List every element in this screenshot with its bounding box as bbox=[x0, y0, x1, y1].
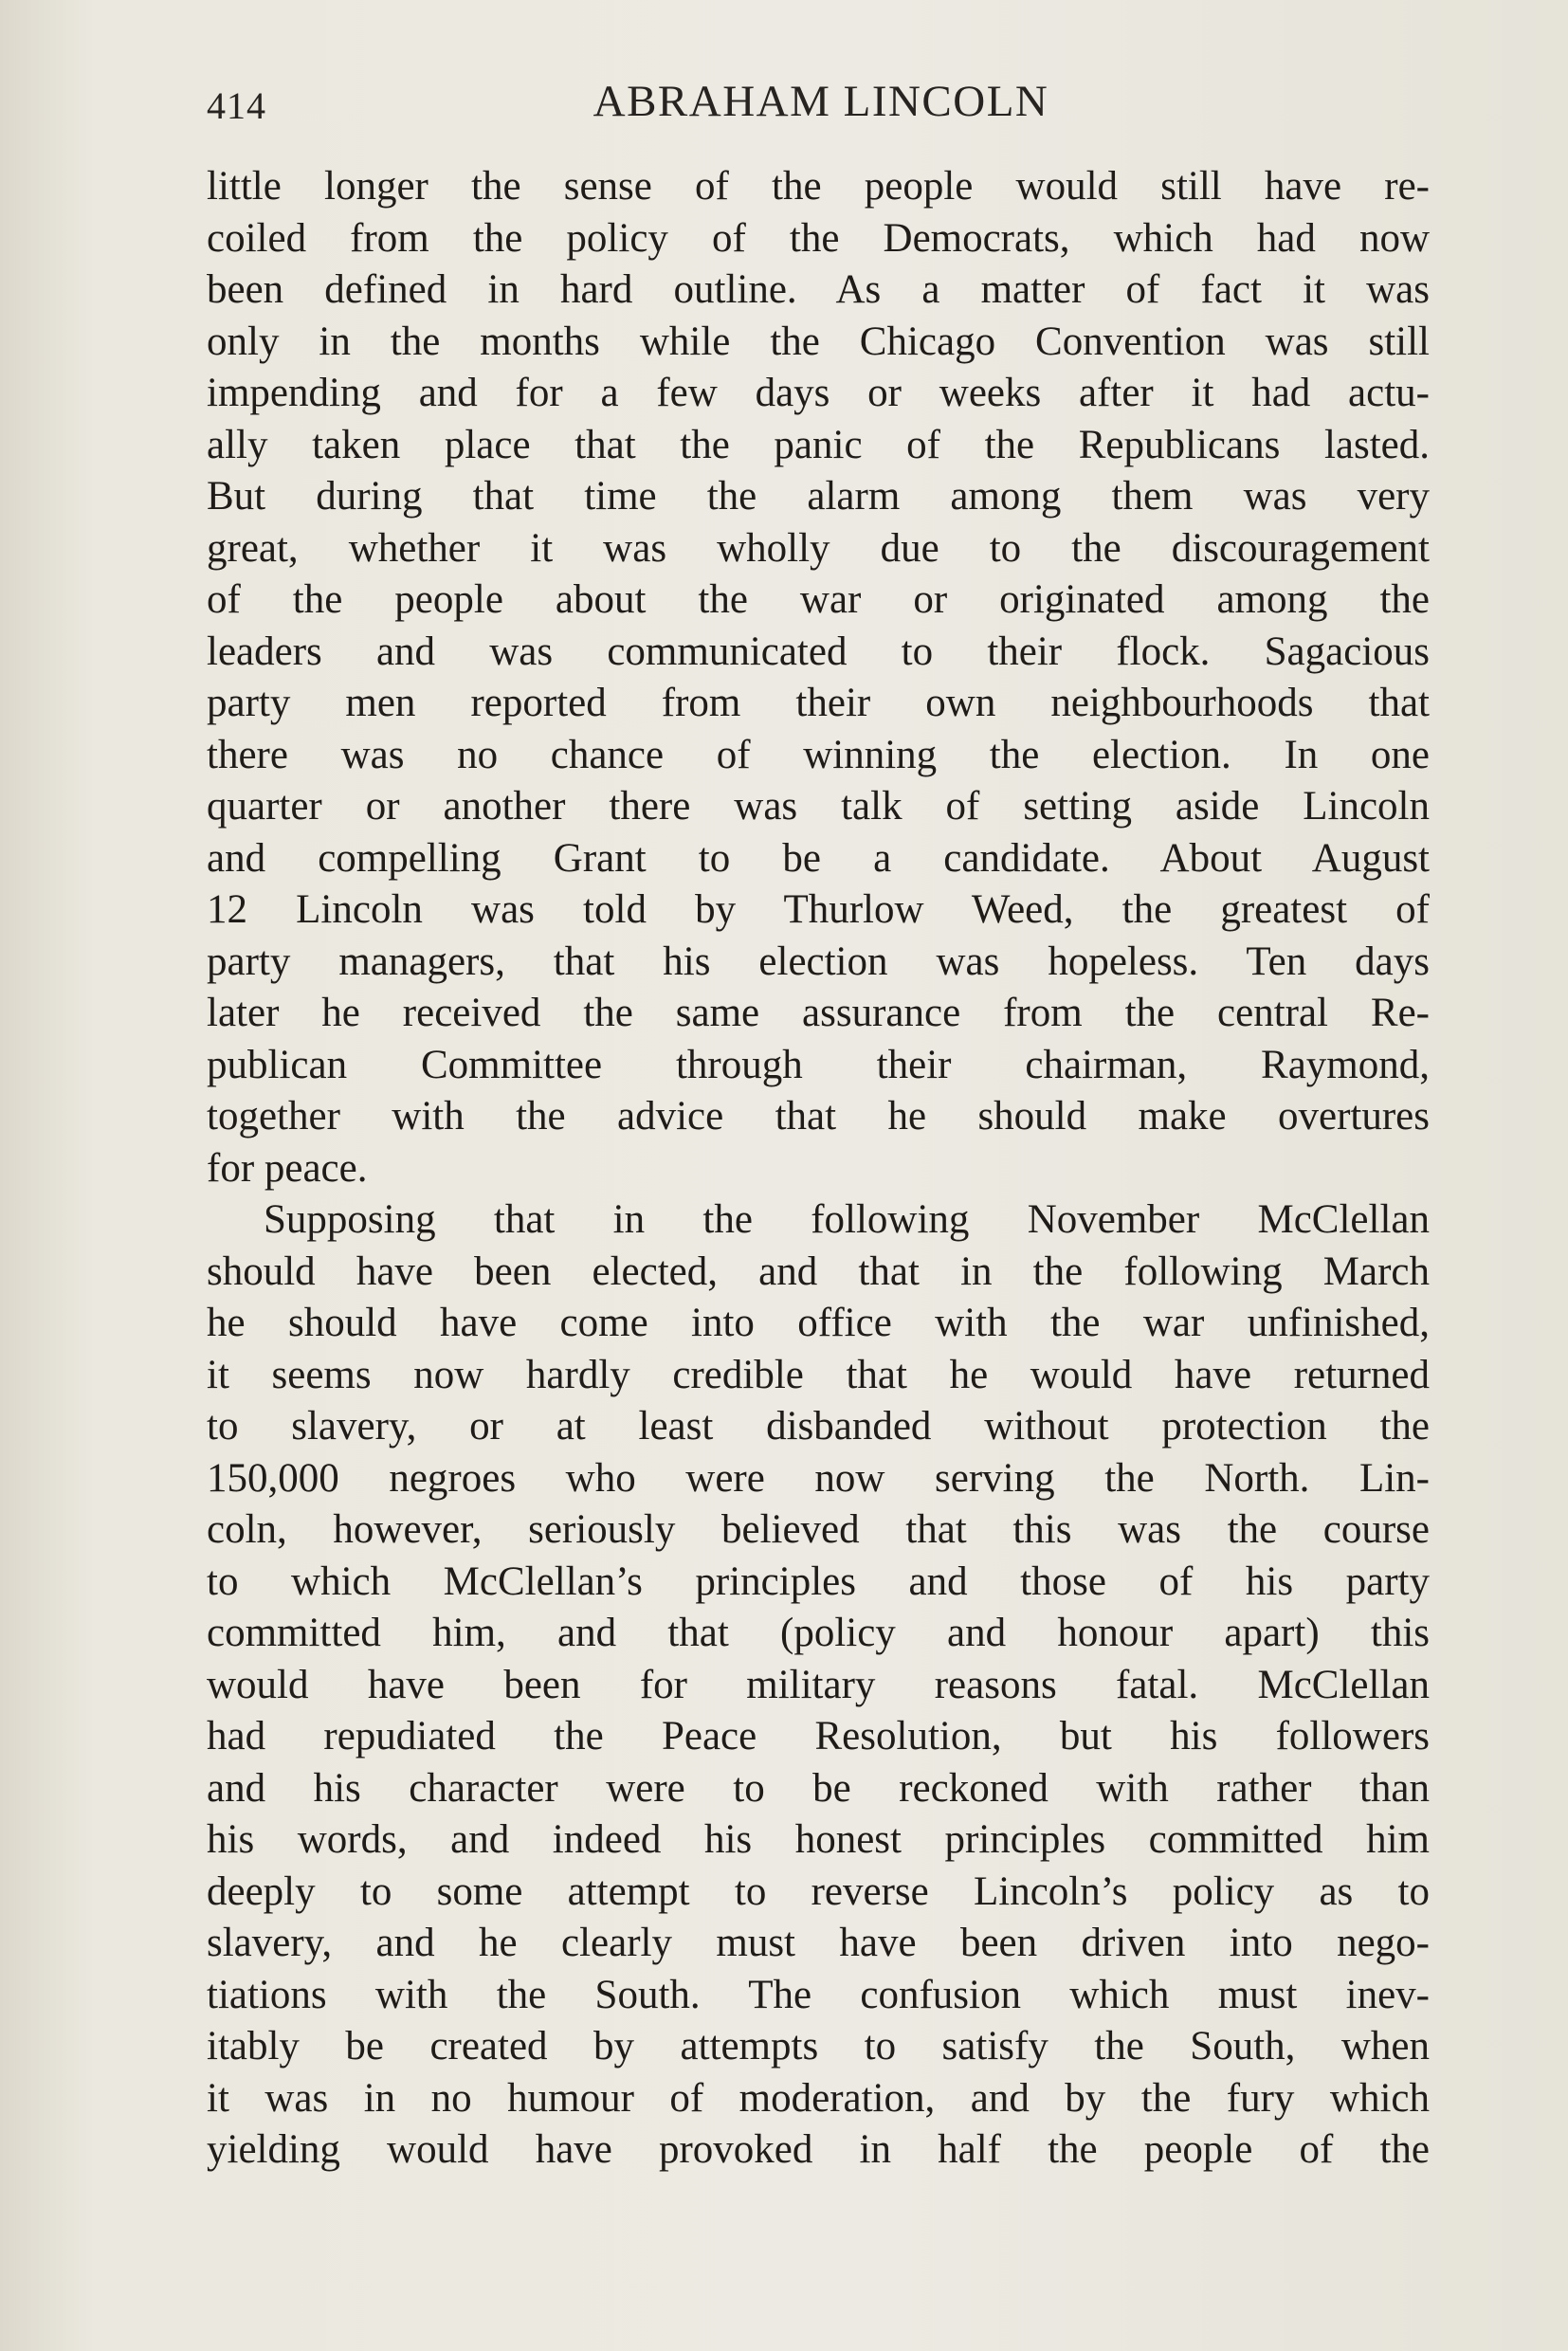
text-line: party men reported from their own neighbourhoods that bbox=[207, 681, 1430, 725]
text-line: deeply to some attempt to reverse Lincoln’s policy as to bbox=[207, 1868, 1430, 1914]
paragraph-1 bbox=[207, 161, 1430, 1194]
text-line: of the people about the war or originated among the bbox=[207, 577, 1430, 622]
text-line: he should have come into office with the war unfinished, bbox=[207, 1301, 1430, 1345]
text-line: committed him, and that (policy and honour apart) this bbox=[207, 1611, 1430, 1655]
text-line: But during that time the alarm among them was very bbox=[207, 474, 1430, 519]
text-line: ally taken place that the panic of the Republicans lasted. bbox=[207, 422, 1430, 467]
text-line: coiled from the policy of the Democrats, which had now bbox=[207, 215, 1430, 261]
text-line: leaders and was communicated to their flock. Sagacious bbox=[207, 629, 1430, 674]
page-number: 414 bbox=[207, 84, 266, 127]
text-line: there was no chance of winning the election. In one bbox=[207, 732, 1430, 777]
paragraph-2 bbox=[207, 1194, 1430, 2177]
text-line: his words, and indeed his honest principles committed him bbox=[207, 1817, 1430, 1862]
text-line: and his character were to be reckoned with rather than bbox=[207, 1765, 1430, 1811]
text-line: later he received the same assurance from the central Re- bbox=[207, 991, 1430, 1035]
body-text bbox=[207, 161, 1430, 2177]
text-line: tiations with the South. The confusion which must inev- bbox=[207, 1972, 1430, 2017]
text-line: itably be created by attempts to satisfy the South, when bbox=[207, 2024, 1430, 2069]
text-line: impending and for a few days or weeks after it had actu- bbox=[207, 371, 1430, 415]
text-line: 150,000 negroes who were now serving the North. Lin- bbox=[207, 1455, 1430, 1501]
text-line: had repudiated the Peace Resolution, but his followers bbox=[207, 1714, 1430, 1759]
text-line: yielding would have provoked in half the people of the bbox=[207, 2127, 1430, 2172]
text-line: coln, however, seriously believed that this was the course bbox=[207, 1507, 1430, 1552]
text-line: to slavery, or at least disbanded without protection the bbox=[207, 1404, 1430, 1449]
text-line: publican Committee through their chairman, Raymond, bbox=[207, 1042, 1430, 1087]
text-line: quarter or another there was talk of setting aside Lincoln bbox=[207, 784, 1430, 829]
text-line: Supposing that in the following November McClellan bbox=[264, 1197, 1430, 1242]
text-line: together with the advice that he should make overtures bbox=[207, 1094, 1430, 1139]
text-line: party managers, that his election was hopeless. Ten days bbox=[207, 939, 1430, 984]
text-line: to which McClellan’s principles and those of his party bbox=[207, 1558, 1430, 1604]
text-line: would have been for military reasons fatal. McClellan bbox=[207, 1662, 1430, 1707]
text-line: 12 Lincoln was told by Thurlow Weed, the greatest of bbox=[207, 887, 1430, 932]
text-line: it seems now hardly credible that he would have returned bbox=[207, 1352, 1430, 1397]
page-header bbox=[207, 70, 1435, 127]
text-line: and compelling Grant to be a candidate. About August bbox=[207, 835, 1430, 881]
text-line: it was in no humour of moderation, and by the fury which bbox=[207, 2075, 1430, 2121]
text-line: only in the months while the Chicago Convention was still bbox=[207, 319, 1430, 364]
text-line: great, whether it was wholly due to the discouragement bbox=[207, 525, 1430, 571]
text-line: for peace. bbox=[207, 1145, 368, 1191]
running-title: ABRAHAM LINCOLN bbox=[593, 77, 1049, 126]
text-line: little longer the sense of the people would still have re- bbox=[207, 164, 1430, 209]
text-line: slavery, and he clearly must have been driven into nego- bbox=[207, 1921, 1430, 1965]
text-line: should have been elected, and that in the following March bbox=[207, 1248, 1430, 1294]
text-line: been defined in hard outline. As a matter of fact it was bbox=[207, 267, 1430, 312]
